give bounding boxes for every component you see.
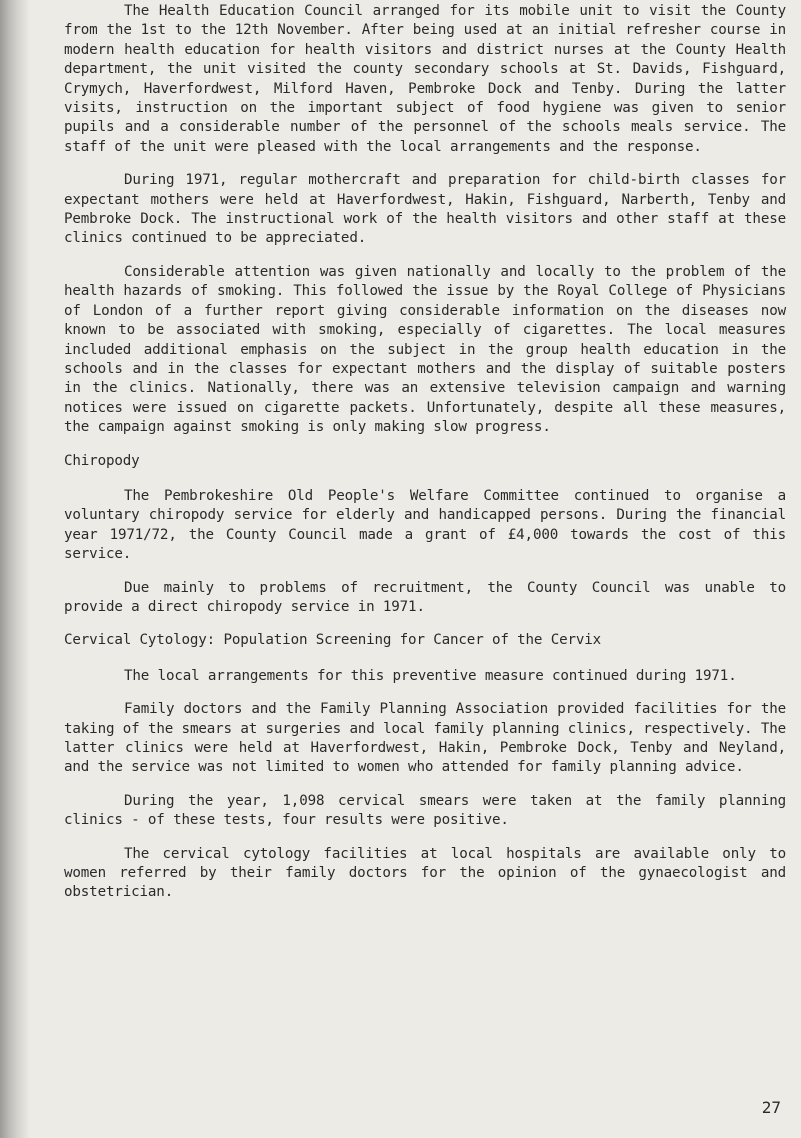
paragraph-cytology-arrangements: The local arrangements for this preventive measure continued during 1971. xyxy=(124,667,737,684)
section-heading-chiropody: Chiropody xyxy=(64,452,140,469)
paragraph-cytology-facilities: Family doctors and the Family Planning Association provided facilities for the taking of the smears at surgeries and local family planning clinics, respectively. The latter clinics were held at Haverfordwest, Hakin, Pembroke Dock, Tenby and Neyland, and the service was not limited to women who attended for family planning advice. xyxy=(64,701,786,776)
paragraph-chiropody-recruitment: Due mainly to problems of recruitment, the County Council was unable to provide a direct chiropody service in 1971. xyxy=(64,579,786,615)
paragraph-smoking: Considerable attention was given nationally and locally to the problem of the health hazards of smoking. This followed the issue by the Royal College of Physicians of London of a further report giving considerable information on the diseases now known to be associated with smoking, especially of cigarettes. The local measures included additional emphasis on the subject in the group health education in the schools and in the classes for expectant mothers and the display of suitable posters in the clinics. Nationally, there was an extensive television campaign and warning notices were issued on cigarette packets. Unfortunately, despite all these measures, the campaign against smoking is only making slow progress. xyxy=(64,263,786,436)
paragraph-chiropody-service: The Pembrokeshire Old People's Welfare Committee continued to organise a voluntary chiropody service for elderly and handicapped persons. During the financial year 1971/72, the County Council made a grant of £4,000 towards the cost of this service. xyxy=(64,487,786,563)
paragraph-mothercraft: During 1971, regular mothercraft and preparation for child-birth classes for expectant mothers were held at Haverfordwest, Hakin, Fishguard, Narberth, Tenby and Pembroke Dock. The instructional work of the health visitors and other staff at these clinics continued to be appreciated. xyxy=(64,172,786,247)
page-number: 27 xyxy=(761,1098,781,1117)
document-body xyxy=(64,2,786,917)
binding-edge-shadow xyxy=(0,0,30,1138)
paragraph-cytology-hospitals: The cervical cytology facilities at local hospitals are available only to women referred by their family doctors for the opinion of the gynaecologist and obstetrician. xyxy=(64,845,786,901)
paragraph-cytology-smears: During the year, 1,098 cervical smears were taken at the family planning clinics - of these tests, four results were positive. xyxy=(64,792,786,829)
paragraph-mobile-unit: The Health Education Council arranged for its mobile unit to visit the County from the 1st to the 12th November. After being used at an initial refresher course in modern health education for health visitors and district nurses at the County Health department, the unit visited the county secondary schools at St. Davids, Fishguard, Crymych, Haverfordwest, Milford Haven, Pembroke Dock and Tenby. During the latter visits, instruction on the important subject of food hygiene was given to senior pupils and a considerable number of the personnel of the schools meals service. The staff of the unit were pleased with the local arrangements and the response. xyxy=(64,3,786,155)
section-heading-cervical-cytology: Cervical Cytology: Population Screening for Cancer of the Cervix xyxy=(64,632,602,649)
